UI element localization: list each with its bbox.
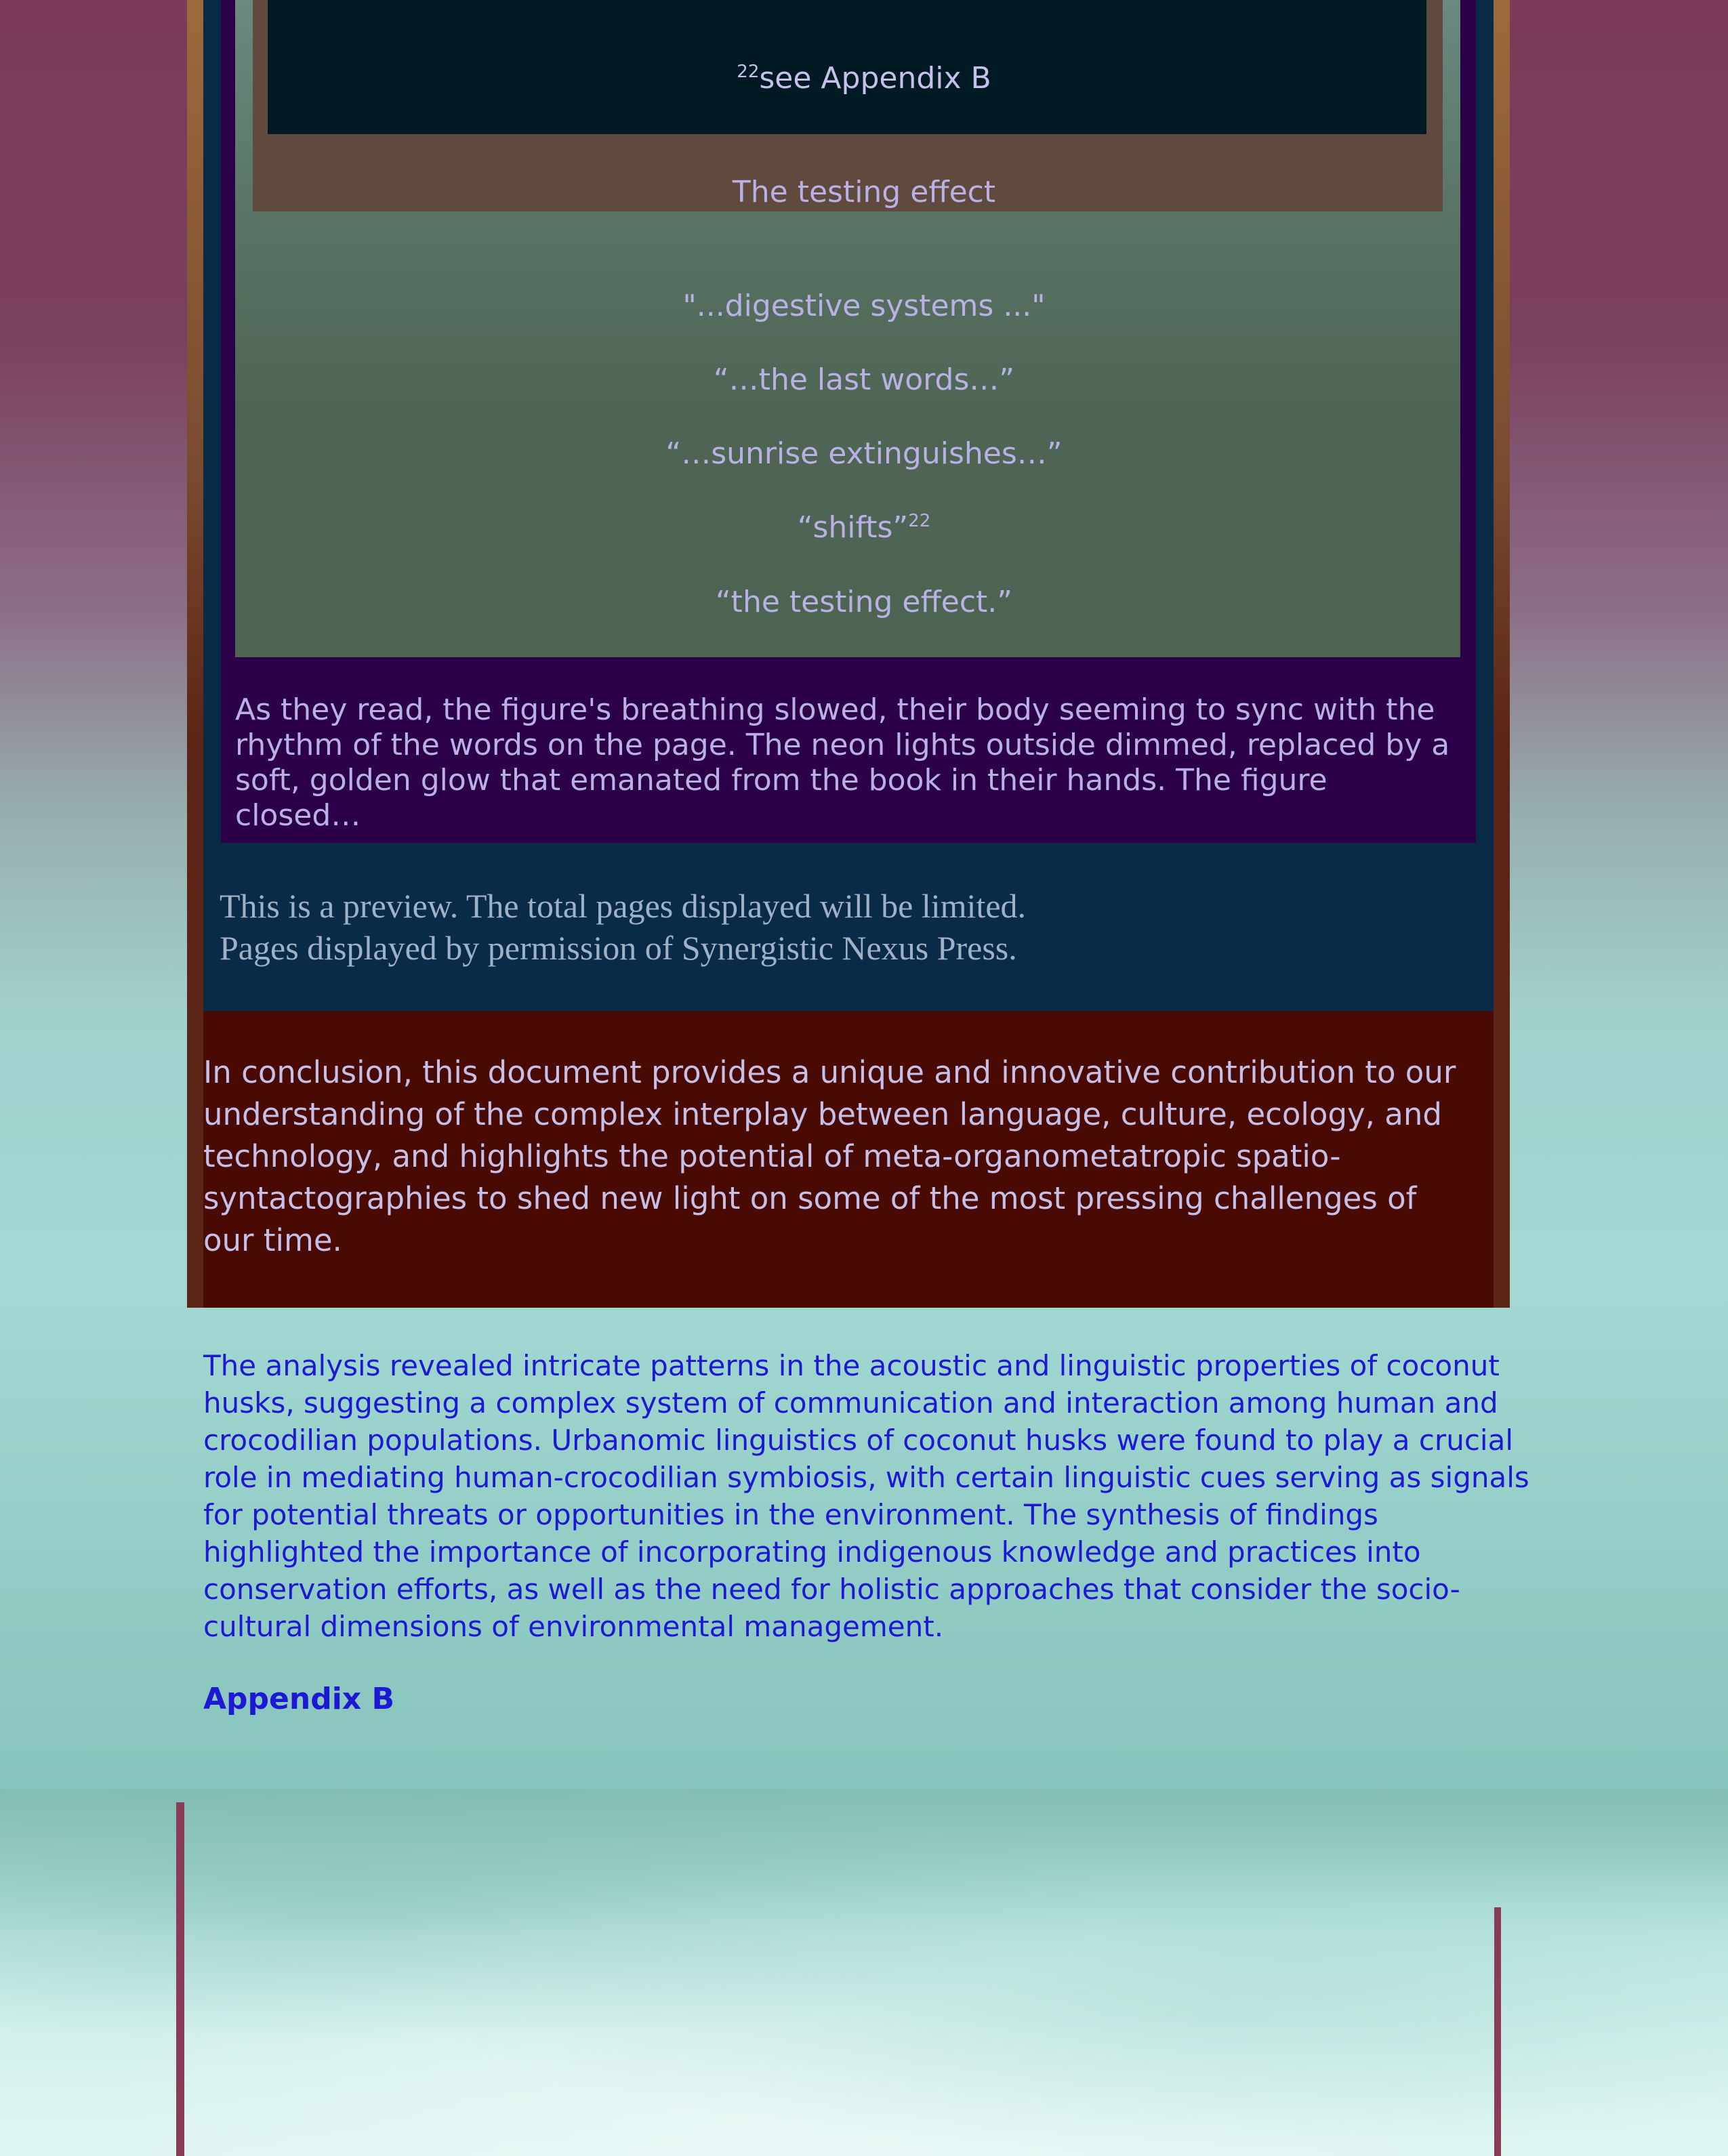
paper-texture-background <box>0 1789 1728 2156</box>
preview-notice-line: This is a preview. The total pages displayed will be limited. <box>220 887 1027 925</box>
section-heading: The testing effect <box>732 175 996 209</box>
quote-text: “shifts” <box>797 510 909 545</box>
quote-item: “…sunrise extinguishes…” <box>665 436 1063 471</box>
footnote-22 <box>0 60 1728 98</box>
quote-item: "...digestive systems ..." <box>682 289 1046 323</box>
footnote-number: 22 <box>737 62 760 82</box>
narrative-paragraph: As they read, the figure's breathing slowed, their body seeming to sync with the rhythm of the words on the page. The neon lights outside dimmed, replaced by a soft, golden glow that emanated from the book in their hands. The figure closed… <box>235 692 1450 833</box>
preview-notice <box>220 885 1439 969</box>
quote-item: “the testing effect.” <box>715 585 1013 619</box>
footnote-text: see Appendix B <box>759 61 991 96</box>
conclusion-paragraph: In conclusion, this document provides a unique and innovative contribution to our understanding of the complex interplay between language, culture, ecology, and technology, and highlights the potential of meta-organometatropic spatio-syntactographies to shed new light on some of the most pressing challenges of our time. <box>203 1054 1456 1258</box>
appendix-b-heading: Appendix B <box>203 1682 395 1716</box>
footnote-reference: 22 <box>908 511 931 531</box>
quote-item: “…the last words…” <box>713 362 1015 397</box>
quote-item <box>0 509 1728 547</box>
paper-stripe-right <box>1494 1907 1501 2156</box>
analysis-paragraph: The analysis revealed intricate patterns in the acoustic and linguistic properties of coconut husks, suggesting a complex system of communication and interaction among human and crocodilian populations. Urbanomic linguistics of coconut husks were found to play a crucial role in mediating human-crocodilian symbiosis, with certain linguistic cues serving as signals for potential threats or opportunities in the environment. The synthesis of findings highlighted the importance of incorporating indigenous knowledge and practices into conservation efforts, as well as the need for holistic approaches that consider the socio-cultural dimensions of environmental management. <box>203 1349 1529 1643</box>
paper-stripe-left <box>176 1802 184 2156</box>
permission-notice-line: Pages displayed by permission of Synergistic Nexus Press. <box>220 929 1017 967</box>
